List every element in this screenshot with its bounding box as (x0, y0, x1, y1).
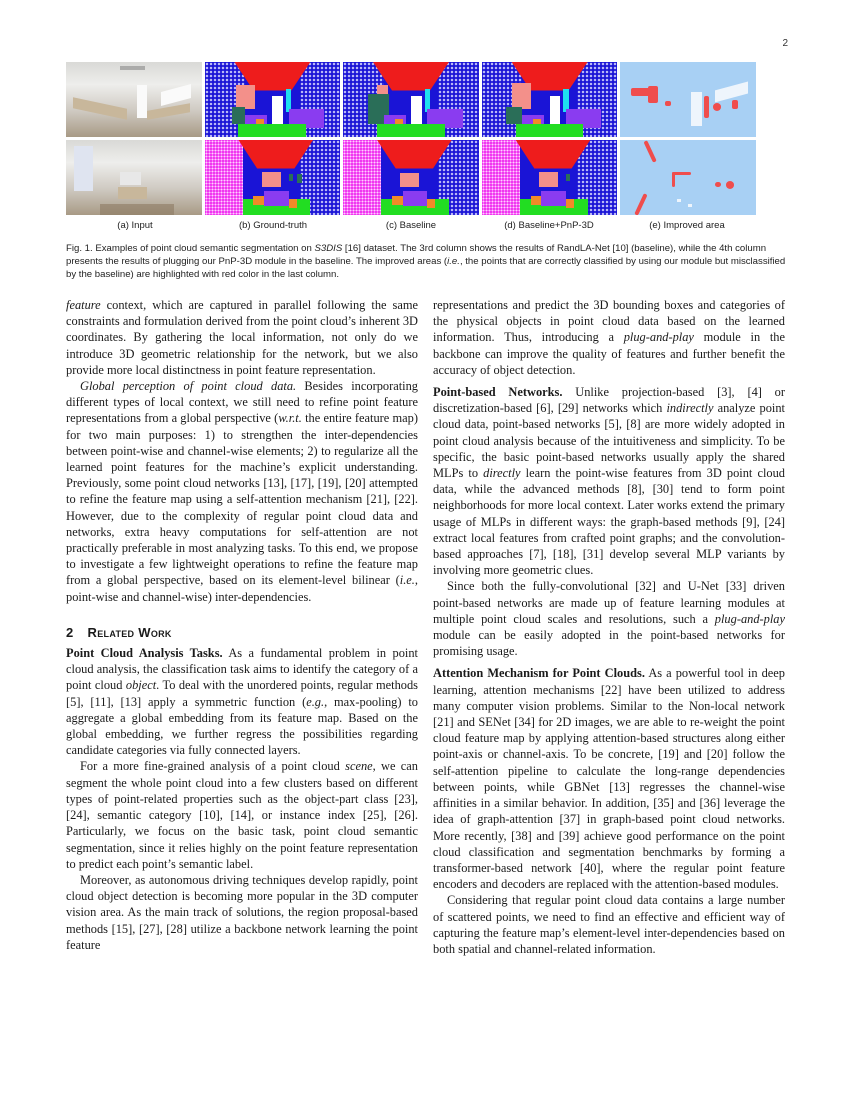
baseline-image-room-1 (343, 62, 479, 137)
body-text: representations and predict the 3D bounding boxes and categories of the physical objects in point cloud data based on the learned information. Thus, introducing a (433, 298, 785, 345)
italic-text: plug-and-play (714, 611, 785, 626)
caption-text: , the points that are correctly classified by using our module but misclassified by the baseline) are highlighted with red color in the last column. (66, 256, 786, 280)
paragraph (433, 578, 785, 659)
page-number: 2 (782, 38, 788, 49)
italic-text: i.e. (399, 573, 415, 588)
paragraph (66, 872, 418, 953)
body-text: As a powerful tool in deep learning, attention mechanisms [22] have been utilized to address many computer vision problems. Similar to the Non-local network [21] and SENet [34] for 2D images, we are able to re-weight the point cloud feature map by applying attention-based structures along either point-axis or channel-axis. To be concrete, [19] and [20] follow the self-attention pipeline to calculate the long-range dependencies between points, while GBNet [13] regresses the channel-wise affinities in a similar behavior. In addition, [35] and [36] leverage the idea of graph-attention [37] in graph-based point cloud networks. More recently, [38] and [39] achieve good performance on the point cloud classification and segmentation benchmarks by forming a transformer-based network [40], where the regular point feature encoders and decoders are replaced with the attention-based modules. (433, 666, 785, 892)
body-text: , we can segment the whole point cloud into a few clusters based on different types of point-related properties such as the object-part class [23], [24], semantic category [10], [14], or instance index [25], [26]. Particularly, we focus on the basic task, point cloud semantic segmentation, since it relies highly on the point feature representation to predict each point’s semantic label. (66, 759, 418, 871)
left-column (66, 297, 418, 953)
figure-grid (66, 62, 756, 215)
subfigure-label-a: (a) Input (117, 220, 153, 231)
body-text: module in the backbone can improve the quality of features and further benefit the accuracy of object detection. (433, 330, 785, 377)
improved-area-image-room-2 (620, 140, 756, 215)
subfigure-label-c: (c) Baseline (385, 220, 437, 231)
input-image-room-1 (66, 62, 202, 137)
figure-caption (66, 242, 786, 281)
figure-1 (66, 62, 756, 231)
caption-ie: i.e. (447, 256, 460, 267)
italic-text: indirectly (666, 401, 714, 416)
body-text: Since both the fully-convolutional [32] and U-Net [33] driven point-based networks are made up of feature learning modules at multiple point cloud scales and resolutions, such a (433, 579, 785, 626)
paragraph (66, 378, 418, 605)
input-image-room-2 (66, 140, 202, 215)
subfigure-label-d: (d) Baseline+PnP-3D (504, 220, 594, 231)
figure-labels (66, 220, 756, 231)
italic-text: plug-and-play (623, 330, 694, 345)
subfigure-label-b: (b) Ground-truth (238, 220, 308, 231)
body-text: Moreover, as autonomous driving techniques develop rapidly, point cloud object detection is becoming more popular in the 3D computer vision area. As the main track of solutions, the region proposal-based methods [15], [27], [28] utilize a backbone network learning the point feature (66, 872, 418, 952)
caption-text: Fig. 1. Examples of point cloud semantic segmentation on (66, 243, 315, 254)
paragraph-run-in-heading: Attention Mechanism for Point Clouds. (433, 666, 645, 681)
body-text: As a fundamental problem in point cloud analysis, the classification task aims to identify the category of a point cloud (66, 646, 418, 693)
paragraph (66, 297, 418, 378)
italic-text: scene (345, 759, 373, 774)
body-text: . To deal with the unordered points, regular methods [5], [11], [13] apply a symmetric function ( (66, 678, 418, 709)
right-column (433, 297, 785, 957)
paragraph (433, 892, 785, 957)
caption-text: [16] dataset. The 3rd column shows the results of RandLA-Net [10] (baseline), while the 4th column presents the results of plugging our PnP-3D module in the baseline. The improved areas ( (66, 243, 767, 267)
paragraph (433, 665, 785, 892)
italic-text: w.r.t. (278, 411, 302, 426)
paragraph (433, 297, 785, 378)
italic-text: object (125, 678, 157, 693)
paragraph (66, 758, 418, 871)
body-text: Considering that regular point cloud data contains a large number of scattered points, we need to find an effective and efficient way of capturing the feature map’s element-level inter-dependencies based on both spatial and channel-related information. (433, 893, 785, 956)
improved-area-image-room-1 (620, 62, 756, 137)
paragraph-run-in-heading: Point Cloud Analysis Tasks. (66, 646, 223, 661)
body-text: learn the point-wise features from 3D point cloud data, while the advanced methods [8], [30] tend to form point neighborhoods for more local context. Later works extend the primary usage of MLPs in different ways: the graph-based methods [9], [24] extract local features from crafted point graphs; and the convolution-based approaches [7], [18], [31] develop several MLP variants by involving more geometric clues. (433, 466, 785, 578)
italic-text: e.g. (306, 694, 325, 709)
baseline-image-room-2 (343, 140, 479, 215)
body-text: , max-pooling) to aggregate a global embedding from its feature map. Based on the global embedding, we further regress the possibilities regarding candidate categories via fully connected layers. (66, 694, 418, 758)
italic-text: directly (483, 466, 521, 481)
paragraph (433, 384, 785, 578)
body-text: Unlike projection-based [3], [4] or discretization-based [6], [29] networks which (433, 385, 785, 416)
section-heading (66, 625, 418, 641)
body-text: module can be easily adopted in the point-based networks for promising usage. (433, 628, 785, 659)
body-text: analyze point cloud data, point-based networks [5], [8] are more widely adopted in point cloud analysis because of the intuitiveness and simplicity. To be specific, the basic point-based networks usually apply the shared MLPs to (433, 401, 785, 481)
body-text: Besides incorporating different types of local context, we still need to refine point feature representations from a global perspective ( (66, 379, 418, 426)
italic-text: feature (66, 298, 101, 312)
paragraph-run-in-heading: Global perception of point cloud data. (80, 379, 297, 394)
caption-dataset-name: S3DIS (314, 243, 343, 254)
body-text: , point-wise and channel-wise) inter-dependencies. (66, 573, 418, 604)
body-text: For a more fine-grained analysis of a point cloud (80, 759, 346, 774)
ground-truth-image-room-2 (205, 140, 341, 215)
paragraph (66, 645, 418, 758)
body-text: context, which are captured in parallel following the same constraints and formulation derived from the point cloud’s inherent 3D coordinates. By gathering the local information, not only do we introduce 3D geometric relationship for the network, but we also provide more local distinctness in point feature representation. (66, 298, 418, 377)
subfigure-label-e: (e) Improved area (649, 220, 725, 231)
section-number: 2 (66, 624, 74, 640)
baseline-pnp3d-image-room-2 (482, 140, 618, 215)
paragraph-run-in-heading: Point-based Networks. (433, 385, 563, 400)
baseline-pnp3d-image-room-1 (482, 62, 618, 137)
section-title: Related Work (87, 624, 172, 640)
body-text: the entire feature map) for two main purposes: 1) to strengthen the inter-dependencies between point-wise and channel-wise elements; 2) to regularize all the learned point features for the machine’s explicit understanding. Previously, some point cloud networks [13], [17], [19], [20] attempted to refine the feature map using a self-attention mechanism [21], [22]. However, due to the complexity of regular point cloud data and networks, extra heavy computations for self-attention are not practically preferable in most analyzing tasks. To this end, we propose to investigate a few lightweight operations to refine the feature map from a global perspective, based on its element-level bilinear ( (66, 411, 418, 588)
ground-truth-image-room-1 (205, 62, 341, 137)
